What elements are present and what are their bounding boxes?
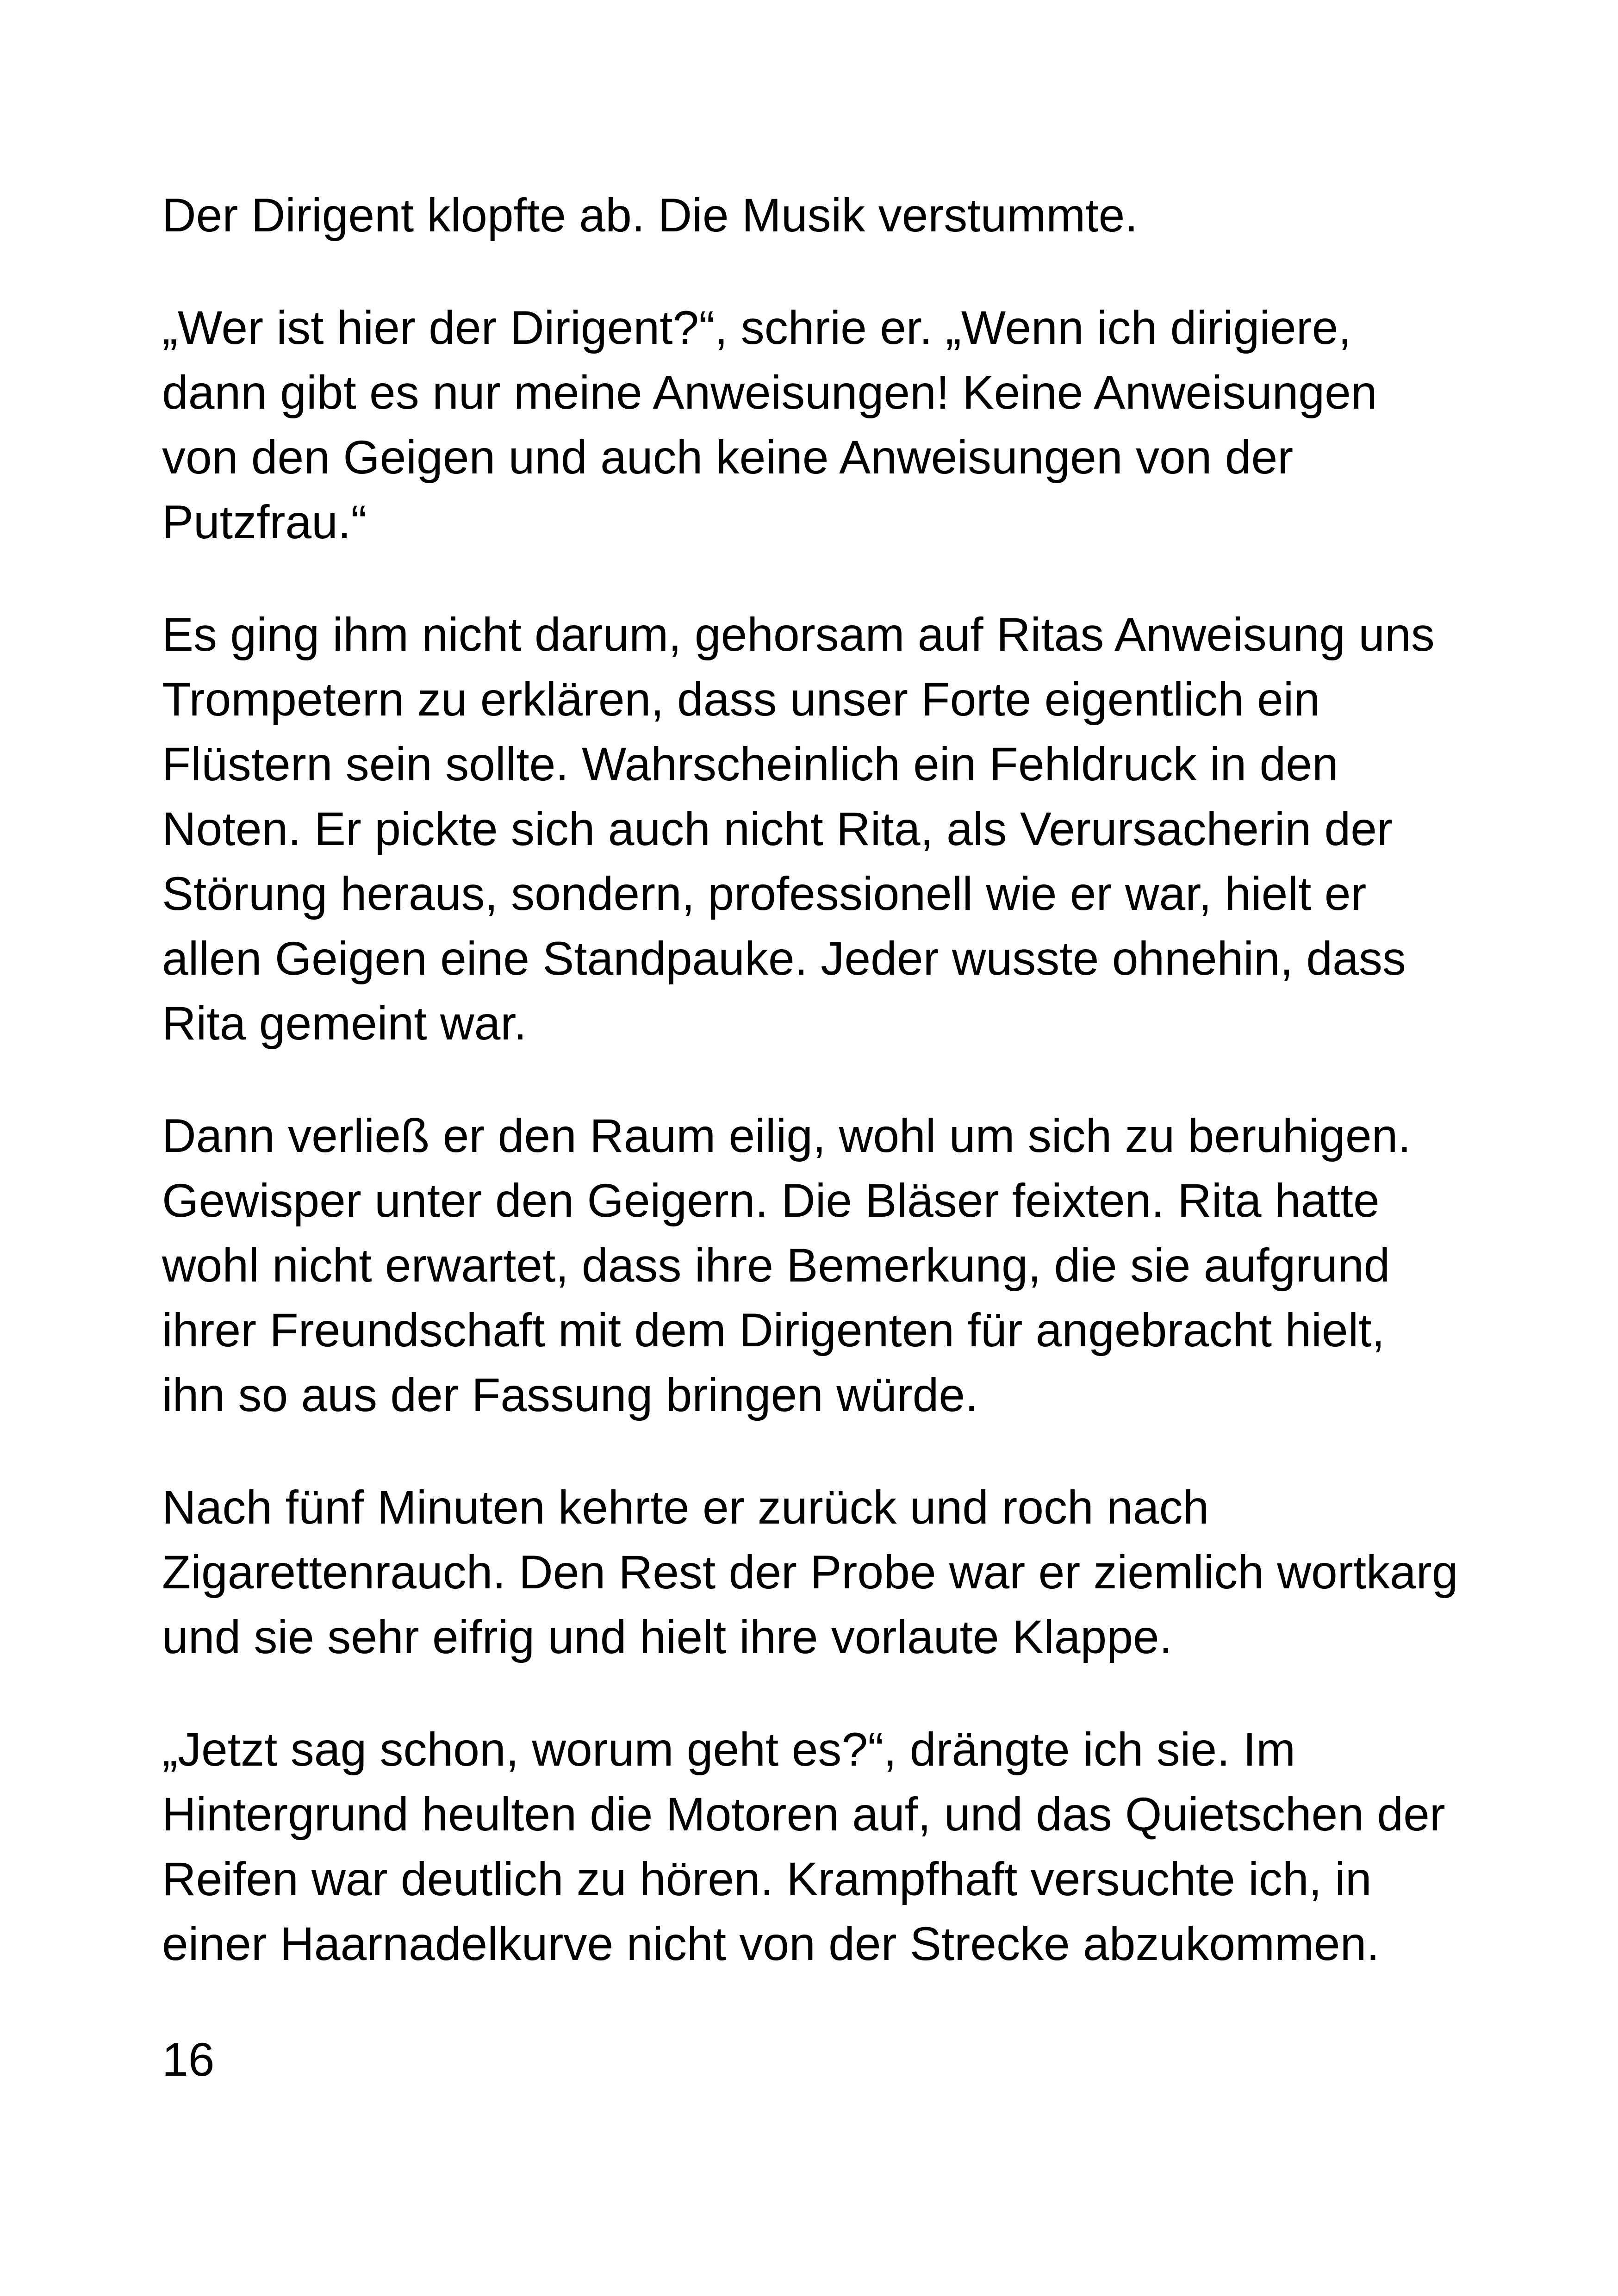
text-line: „Jetzt sag schon, worum geht es?“, drängte ich sie. Im <box>162 1723 1296 1776</box>
paragraph-6 <box>162 1717 1476 1976</box>
text-line: Rita gemeint war. <box>162 997 527 1050</box>
text-line: Störung heraus, sondern, professionell wie er war, hielt er <box>162 867 1367 920</box>
text-line: Der Dirigent klopfte ab. Die Musik verstummte. <box>162 189 1138 242</box>
text-line: von den Geigen und auch keine Anweisungen von der <box>162 431 1294 484</box>
text-line: Flüstern sein sollte. Wahrscheinlich ein Fehldruck in den <box>162 738 1338 790</box>
text-line: Trompetern zu erklären, dass unser Forte eigentlich ein <box>162 673 1320 726</box>
text-line: Hintergrund heulten die Motoren auf, und das Quietschen der <box>162 1788 1445 1841</box>
text-line: Gewisper unter den Geigern. Die Bläser feixten. Rita hatte <box>162 1174 1380 1227</box>
paragraph-1 <box>162 183 1476 248</box>
paragraph-3 <box>162 602 1476 1056</box>
text-line: Putzfrau.“ <box>162 496 367 548</box>
text-line: einer Haarnadelkurve nicht von der Strecke abzukommen. <box>162 1917 1380 1970</box>
page-body <box>162 183 1476 2024</box>
text-line: Reifen war deutlich zu hören. Krampfhaft versuchte ich, in <box>162 1853 1372 1905</box>
text-line: wohl nicht erwartet, dass ihre Bemerkung, die sie aufgrund <box>162 1239 1390 1292</box>
paragraph-4 <box>162 1103 1476 1427</box>
text-line: Noten. Er pickte sich auch nicht Rita, als Verursacherin der <box>162 803 1393 855</box>
text-line: Dann verließ er den Raum eilig, wohl um sich zu beruhigen. <box>162 1109 1411 1162</box>
text-line: ihn so aus der Fassung bringen würde. <box>162 1369 978 1421</box>
text-line: ihrer Freundschaft mit dem Dirigenten für angebracht hielt, <box>162 1304 1385 1356</box>
text-line: allen Geigen eine Standpauke. Jeder wusste ohnehin, dass <box>162 932 1406 985</box>
paragraph-5 <box>162 1475 1476 1669</box>
paragraph-2 <box>162 295 1476 554</box>
text-line: dann gibt es nur meine Anweisungen! Keine Anweisungen <box>162 366 1377 419</box>
text-line: und sie sehr eifrig und hielt ihre vorlaute Klappe. <box>162 1611 1172 1663</box>
text-line: Zigarettenrauch. Den Rest der Probe war er ziemlich wortkarg <box>162 1546 1458 1599</box>
text-line: Nach fünf Minuten kehrte er zurück und roch nach <box>162 1481 1209 1534</box>
page-number: 16 <box>162 2033 215 2086</box>
text-line: Es ging ihm nicht darum, gehorsam auf Ritas Anweisung uns <box>162 608 1435 661</box>
text-line: „Wer ist hier der Dirigent?“, schrie er. „Wenn ich dirigiere, <box>162 301 1351 354</box>
